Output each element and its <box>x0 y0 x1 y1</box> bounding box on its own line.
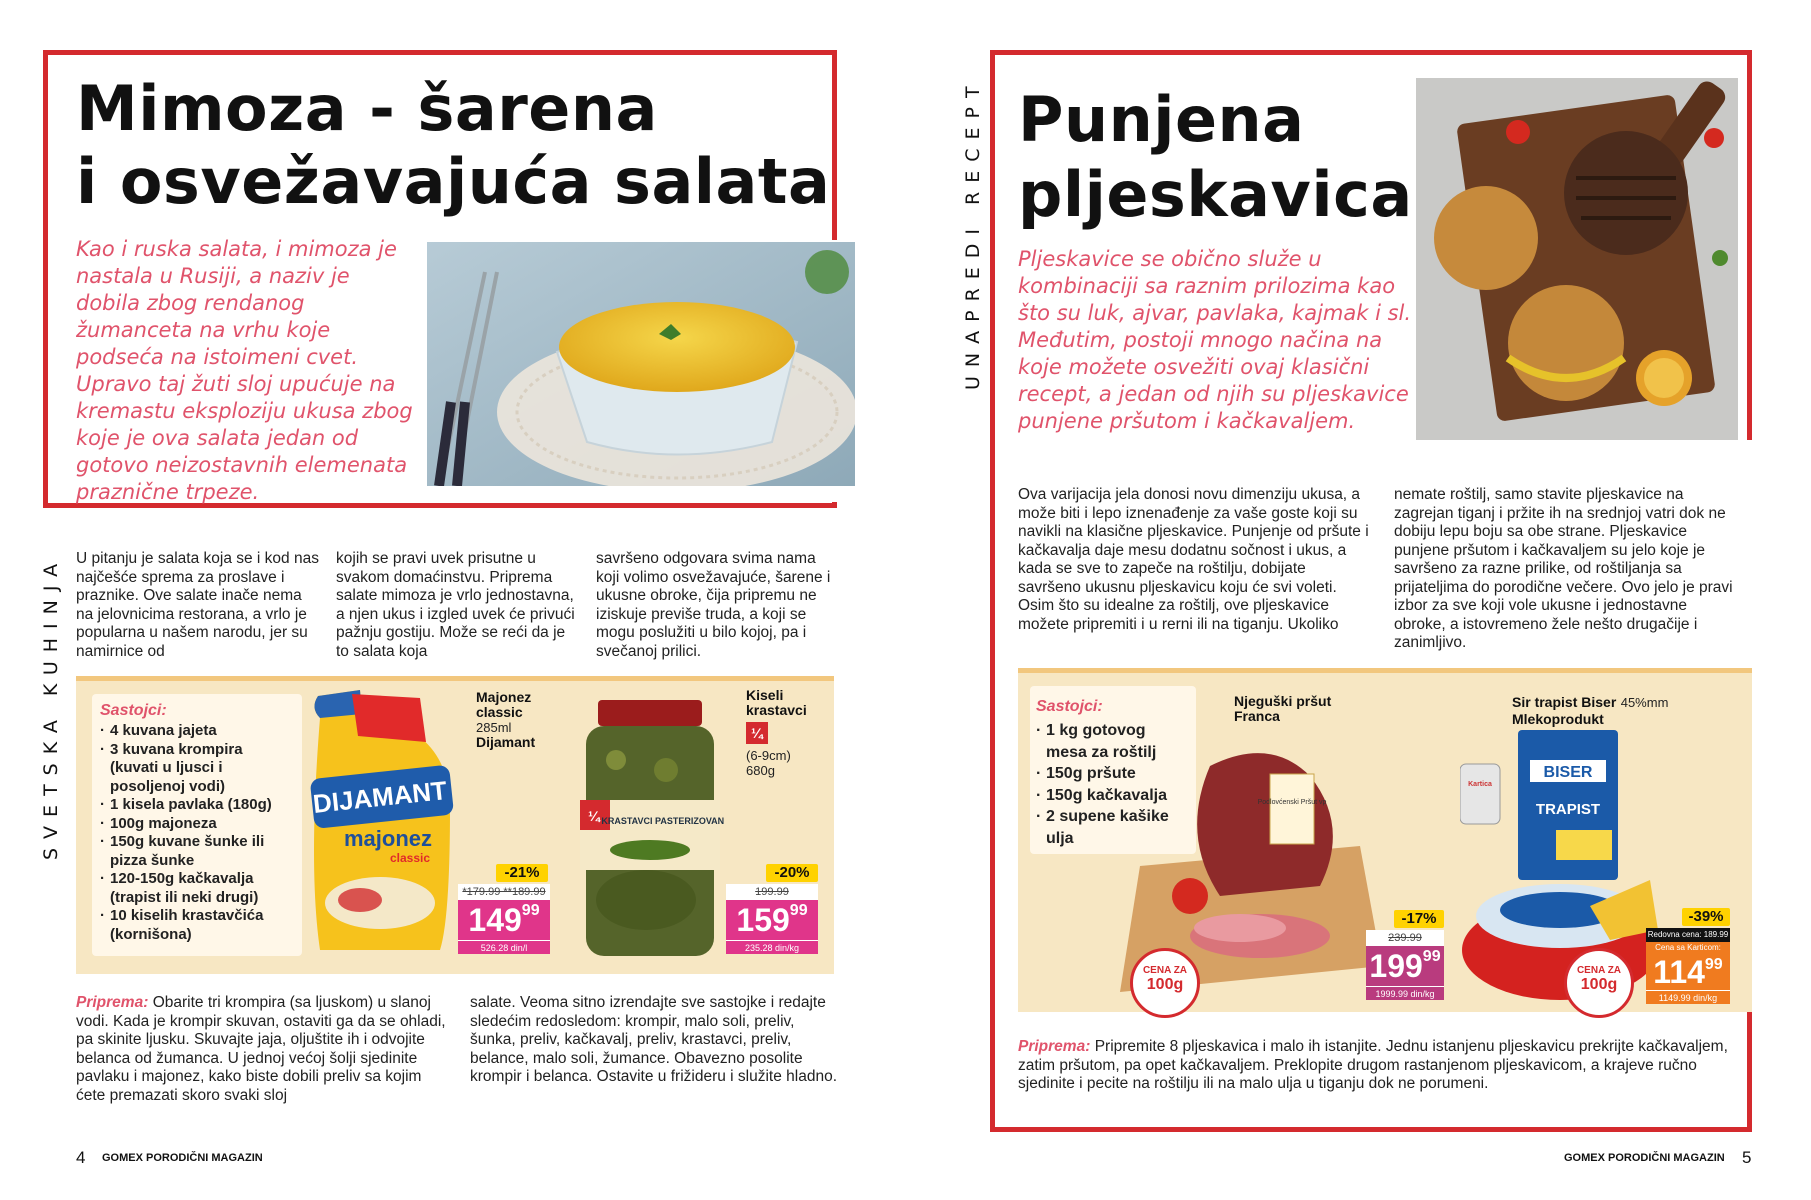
prosciutto-cena-qty: 100g <box>1146 976 1184 993</box>
list-item: · 3 kuvana krompira (kuvati u ljusci i posoljenoj vodi) <box>100 741 290 797</box>
tag-icon: ¼ <box>746 722 768 744</box>
prosciutto-name: Njeguški pršut <box>1234 693 1332 709</box>
mayo-brand: Dijamant <box>476 734 536 750</box>
list-item: · 10 kiselih krastavčića (kornišona) <box>100 907 290 944</box>
left-footer: GOMEX PORODIČNI MAGAZIN <box>102 1152 263 1164</box>
list-item: · 1 kisela pavlaka (180g) <box>100 796 290 815</box>
mayo-name: Majonez classic <box>476 689 532 720</box>
svg-text:¼: ¼ <box>588 808 600 824</box>
left-prep-label: Priprema: <box>76 994 149 1011</box>
panel-top-stripe <box>76 676 834 681</box>
left-page-number: 4 <box>76 1148 86 1167</box>
mayo-price <box>458 900 550 940</box>
trapist-cena-label: CENA ZA <box>1576 965 1622 976</box>
left-intro: Kao i ruska salata, i mimoza je nastala u Rusiji, a naziv je dobila zbog rendanog žumanceta na vrhu koje podseća na istoimeni cvet. Upravo taj žuti sloj upućuje na kremastu eksploziju ukusa zbog koje je ova salata jedan od gotovo neizostavnih elemenata praznične trpeze. <box>76 237 413 504</box>
pickles-price-dec: 99 <box>789 902 808 919</box>
pickles-jar-image <box>576 700 724 960</box>
prosciutto-discount-badge: -17% <box>1394 910 1444 928</box>
left-prep-text1: Obarite tri krompira (sa ljuskom) u slanoj vodi. Kada je krompir skuvan, ostaviti ga da se ohladi, pa skinite ljusku. Skuvajte jaja, oljuštite ih i odvojite belanca od žumanca. U jednoj većoj šolji sjedinite pavlaku i majonez, kako biste dobili preliv sa kojim ćete premazati skoro svaki sloj <box>76 994 446 1104</box>
pickles-name: Kiseli krastavci <box>746 687 807 718</box>
right-prep-text: Pripremite 8 pljeskavica i malo ih istanjite. Jednu istanjenu pljeskavicu prekrijte kačkavaljem, zatim pršutom, pa opet kačkavaljem. Preklopite drugom rastanjenom pljeskavicom, a krajeve ručno sjedinite i pecite na roštilju ili na malo ulja u tiganju dok ne porumeni. <box>1018 1038 1728 1092</box>
burger-image <box>1416 78 1738 440</box>
mayo-pack-label: majonez <box>343 826 433 851</box>
list-item: · 100g majoneza <box>100 815 290 834</box>
trapist-name-line <box>1512 694 1742 712</box>
left-body-col1: U pitanju je salata koja se i kod nas najčešće sprema za proslave i praznike. Ove salate inače nema na jelovnicima restorana, a vrlo je popularna u našem narodu, jer su namirnice od <box>76 550 319 660</box>
list-item: · 150g pršute <box>1036 763 1190 785</box>
mayo-price-dec: 99 <box>521 902 540 919</box>
trapist-unit-price: 1149.99 din/kg <box>1646 990 1730 1004</box>
left-title <box>76 72 830 218</box>
mayo-pack-sub: classic <box>389 851 431 865</box>
right-prep-label: Priprema: <box>1018 1038 1091 1055</box>
pickles-old-price: 199.99 <box>726 884 818 900</box>
list-item: · 2 supene kašike ulja <box>1036 806 1190 849</box>
mayo-discount-badge: -21% <box>496 864 548 882</box>
prosciutto-cena-label: CENA ZA <box>1142 965 1188 976</box>
mayonnaise-pack-image <box>300 688 460 958</box>
prosciutto-price-dec: 99 <box>1422 948 1441 965</box>
trapist-price-main: 114 <box>1653 954 1705 990</box>
trapist-pack-brand: BISER <box>1543 764 1593 781</box>
right-title-line2: pljeskavica <box>1018 158 1413 231</box>
trapist-card-label: Cena sa Karticom: <box>1646 942 1730 954</box>
left-ingredients-title: Sastojci: <box>100 702 167 719</box>
pickles-info <box>746 688 830 778</box>
list-item: · 120-150g kačkavalja (trapist ili neki drugi) <box>100 870 290 907</box>
prosciutto-old-price: 239.99 <box>1366 930 1444 946</box>
list-item: · 4 kuvana jajeta <box>100 722 290 741</box>
mayo-pack-brand: DIJAMANT <box>311 775 449 819</box>
prosciutto-pack-label: Podlovćenski Pršut vp <box>1257 799 1327 806</box>
left-body-col3: savršeno odgovara svima nama koji volimo osvežavajuće, šarene i ukusne obroke, čija pripremu ne iziskuje previše truda, a koji se mogu poslužiti u bilo kojoj, pa i svečanoj prilici. <box>596 550 831 660</box>
trapist-price-dec: 99 <box>1704 956 1723 973</box>
pickles-size2: 680g <box>746 763 775 778</box>
right-ingredients-title: Sastojci: <box>1036 698 1103 715</box>
panel-top-stripe <box>1018 668 1752 673</box>
trapist-price <box>1646 954 1730 990</box>
right-prep <box>1018 1038 1738 1094</box>
prosciutto-info <box>1234 694 1394 724</box>
pickles-price <box>726 900 818 940</box>
mimoza-salad-image <box>427 242 855 486</box>
prosciutto-price <box>1366 946 1444 986</box>
left-prep-col2: salate. Veoma sitno izrendajte sve sastojke i redajte sledećim redosledom: krompir, malo soli, preliv, šunka, preliv, kačkavalj, preliv, krastavci, preliv, belance, malo soli, žumance. Obavezno posolite krompir i belanca. Ostavite u frižideru i služite hladno. <box>470 994 837 1085</box>
right-title <box>1018 82 1413 232</box>
prosciutto-price-main: 199 <box>1369 948 1423 984</box>
right-footer: GOMEX PORODIČNI MAGAZIN <box>1564 1152 1725 1164</box>
right-intro: Pljeskavice se obično služe u kombinaciji sa raznim prilozima kao što su luk, ajvar, pavlaka, kajmak i sl. Međutim, postoji mnogo načina na koje možete osvežiti ovaj klasični recept, a jedan od njih su pljeskavice punjene pršutom i kačkavaljem. <box>1018 247 1412 433</box>
list-item: · 150g kačkavalja <box>1036 785 1190 807</box>
pickles-jar-label: KRASTAVCI PASTERIZOVANI <box>601 816 724 826</box>
list-item: · 1 kg gotovog mesa za roštilj <box>1036 720 1190 763</box>
left-prep-col1 <box>76 994 446 1105</box>
right-body-col1: Ova varijacija jela donosi novu dimenziju ukusa, a može biti i lepo iznenađenje za vaše goste koji su navikli na klasične pljeskavice. Punjenje od pršute i kačkavalja daje mesu dodatnu sočnost i ukus, a kada se sve to zapeče na roštilju, dobijate savršeno ukusnu pljeskavicu koju će svi voleti. Osim što su idealne za roštilj, ove pljeskavice možete pripremiti i u rerni ili na tiganju. Ukoliko <box>1018 486 1369 633</box>
left-ingredients-list <box>100 722 290 944</box>
mayo-size: 285ml <box>476 720 512 735</box>
trapist-pack-label: TRAPIST <box>1535 801 1601 818</box>
mayo-info <box>476 690 556 750</box>
pickles-price-main: 159 <box>736 902 790 938</box>
pickles-discount-badge: -20% <box>766 864 818 882</box>
prosciutto-brand: Franca <box>1234 708 1280 724</box>
right-page-number: 5 <box>1742 1148 1752 1167</box>
left-body-col2: kojih se pravi uvek prisutne u svakom domaćinstvu. Priprema salate mimoza je vrlo jednostavna, a njen ukus i izgled uvek će privući pažnju gostiju. Može se reći da je to salata koja <box>336 550 575 660</box>
trapist-brand: Mlekoprodukt <box>1512 711 1604 727</box>
mayo-price-main: 149 <box>468 902 522 938</box>
trapist-fat: 45%mm <box>1620 695 1669 710</box>
trapist-discount-badge: -39% <box>1682 908 1730 926</box>
mayo-old-price: *179.99 **189.99 <box>458 884 550 900</box>
prosciutto-cena-badge <box>1130 948 1200 1018</box>
pickles-unit-price: 235.28 din/kg <box>726 940 818 954</box>
right-title-line1: Punjena <box>1018 83 1305 156</box>
trapist-name: Sir trapist Biser <box>1512 694 1617 710</box>
left-title-line2: i osvežavajuća salata <box>76 145 831 218</box>
left-section-label: SVETSKA KUHINJA <box>40 554 62 860</box>
left-ingredients-box <box>92 694 302 956</box>
trapist-cena-qty: 100g <box>1580 976 1618 993</box>
right-section-label: UNAPREDI RECEPT <box>962 77 984 390</box>
trapist-info <box>1512 694 1742 727</box>
right-body-col2: nemate roštilj, samo stavite pljeskavice na zagrejan tiganj i pržite ih na srednjoj vatri dok ne dobiju lepu boju sa obe strane. Pljeskavice punjene pršutom i kačkavaljem su jelo koje je savršeno za razne prilike, od roštiljanja sa prijateljima do porodične večere. Ovo jelo je pravi izbor za sve koji vole ukusne i jednostavne obroke, a istovremeno žele nešto drugačije i zanimljivo. <box>1394 486 1733 651</box>
list-item: · 150g kuvane šunke ili pizza šunke <box>100 833 290 870</box>
mayo-unit-price: 526.28 din/l <box>458 940 550 954</box>
trapist-phone-label: Kartica <box>1468 781 1492 788</box>
trapist-cheese-image <box>1460 730 1660 1002</box>
trapist-cena-badge <box>1564 948 1634 1018</box>
trapist-regular-price: Redovna cena: 189.99 <box>1646 928 1730 942</box>
prosciutto-unit-price: 1999.99 din/kg <box>1366 986 1444 1000</box>
left-title-line1: Mimoza - šarena <box>76 72 658 145</box>
pickles-size1: (6-9cm) <box>746 748 791 763</box>
